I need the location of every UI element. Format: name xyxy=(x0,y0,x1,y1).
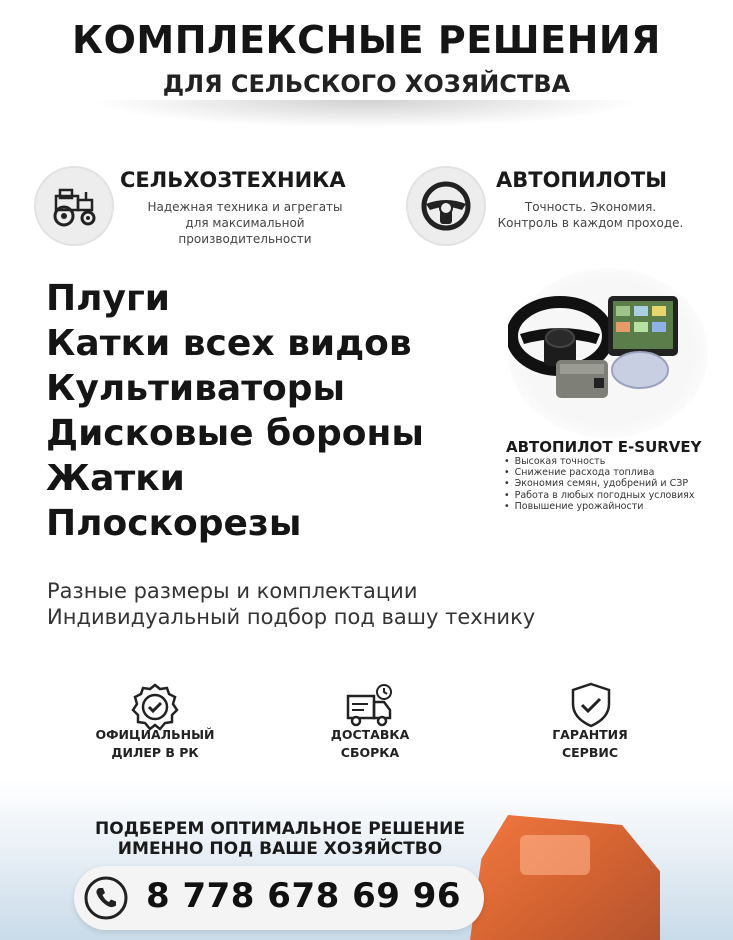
harvester-cabin xyxy=(520,835,590,875)
autopilot-benefits xyxy=(504,456,694,512)
feature-desc-machinery: Надежная техника и агрегаты для максимальной производительности xyxy=(147,200,343,246)
feature-desc-autopilots: Точность. Экономия. Контроль в каждом проходе. xyxy=(497,200,684,230)
shield-check-icon xyxy=(566,680,616,730)
feature-title-machinery: СЕЛЬХОЗТЕХНИКА xyxy=(120,168,346,192)
cta-text xyxy=(60,819,500,859)
badge-line: ДОСТАВКА xyxy=(330,727,410,742)
benefit-item: • Работа в любых погодных условиях xyxy=(504,490,694,501)
badge-line: СЕРВИС xyxy=(561,745,619,760)
page-subtitle: ДЛЯ СЕЛЬСКОГО ХОЗЯЙСТВА xyxy=(162,70,571,98)
delivery-truck-icon xyxy=(344,682,394,732)
badge-line: ОФИЦИАЛЬНЫЙ xyxy=(95,727,215,742)
product-item: Жатки xyxy=(46,458,185,499)
benefit-item: • Высокая точность xyxy=(504,456,694,467)
badge-line: СБОРКА xyxy=(340,745,400,760)
product-item: Плоскорезы xyxy=(46,503,302,544)
phone-number[interactable]: 8 778 678 69 96 xyxy=(146,876,462,916)
autopilot-title: АВТОПИЛОТ E-SURVEY xyxy=(506,438,702,456)
badge-warranty-label xyxy=(510,726,670,762)
badge-delivery-label xyxy=(290,726,450,762)
feature-title-autopilots: АВТОПИЛОТЫ xyxy=(496,168,667,192)
certified-badge-icon xyxy=(130,682,180,732)
product-item: Катки всех видов xyxy=(46,323,412,364)
product-item: Дисковые бороны xyxy=(46,413,424,454)
cta-line: ИМЕННО ПОД ВАШЕ ХОЗЯЙСТВО xyxy=(117,839,443,859)
product-list xyxy=(46,276,424,546)
cta-line: ПОДБЕРЕМ ОПТИМАЛЬНОЕ РЕШЕНИЕ xyxy=(95,819,465,839)
autopilot-kit-image xyxy=(508,288,708,428)
benefit-item: • Снижение расхода топлива xyxy=(504,467,694,478)
product-item: Плуги xyxy=(46,278,170,319)
product-item: Культиваторы xyxy=(46,368,346,409)
badge-line: ГАРАНТИЯ xyxy=(552,727,628,742)
badge-dealer-label xyxy=(75,726,235,762)
tractor-icon xyxy=(34,166,114,246)
tagline-sizes: Разные размеры и комплектации xyxy=(47,579,418,603)
phone-icon[interactable] xyxy=(82,874,130,922)
benefit-item: • Повышение урожайности xyxy=(504,501,694,512)
tagline-custom-fit: Индивидуальный подбор под вашу технику xyxy=(47,605,536,629)
badge-line: ДИЛЕР В РК xyxy=(111,745,199,760)
page-title: КОМПЛЕКСНЫЕ РЕШЕНИЯ xyxy=(72,18,661,62)
steering-wheel-icon xyxy=(406,166,486,246)
title-divider-shadow xyxy=(90,100,643,128)
benefit-item: • Экономия семян, удобрений и СЗР xyxy=(504,478,694,489)
